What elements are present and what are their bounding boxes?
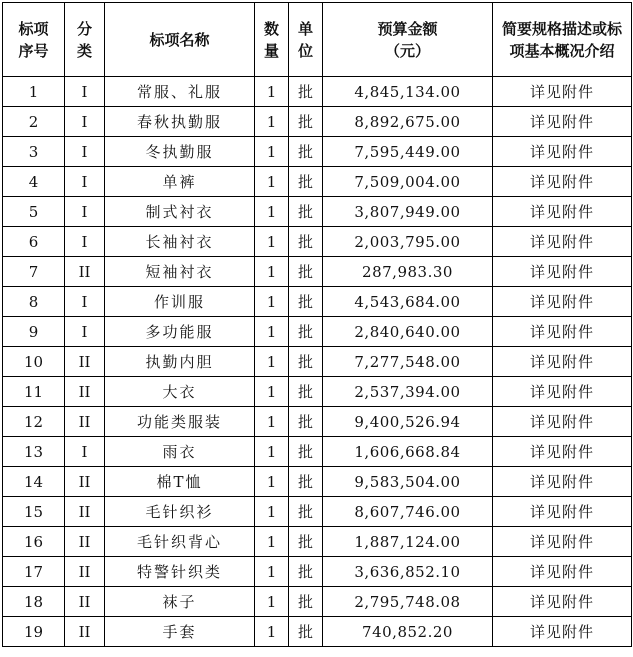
cell-description: 详见附件 xyxy=(493,227,632,257)
cell-seq: 3 xyxy=(3,137,65,167)
cell-unit: 批 xyxy=(289,137,323,167)
table-row xyxy=(3,257,632,287)
cell-budget: 1,887,124.00 xyxy=(323,527,493,557)
cell-description: 详见附件 xyxy=(493,377,632,407)
table-row xyxy=(3,197,632,227)
cell-budget: 4,845,134.00 xyxy=(323,77,493,107)
cell-seq: 12 xyxy=(3,407,65,437)
cell-item-name: 作训服 xyxy=(105,287,255,317)
cell-item-name: 制式衬衣 xyxy=(105,197,255,227)
cell-seq: 16 xyxy=(3,527,65,557)
cell-item-name: 手套 xyxy=(105,617,255,647)
cell-quantity: 1 xyxy=(255,347,289,377)
cell-quantity: 1 xyxy=(255,257,289,287)
table-row xyxy=(3,497,632,527)
cell-quantity: 1 xyxy=(255,137,289,167)
cell-unit: 批 xyxy=(289,287,323,317)
cell-class: II xyxy=(65,527,105,557)
cell-budget: 2,795,748.08 xyxy=(323,587,493,617)
cell-item-name: 大衣 xyxy=(105,377,255,407)
cell-budget: 287,983.30 xyxy=(323,257,493,287)
cell-quantity: 1 xyxy=(255,527,289,557)
cell-budget: 7,277,548.00 xyxy=(323,347,493,377)
cell-item-name: 毛针织背心 xyxy=(105,527,255,557)
cell-budget: 8,892,675.00 xyxy=(323,107,493,137)
cell-seq: 13 xyxy=(3,437,65,467)
cell-description: 详见附件 xyxy=(493,197,632,227)
cell-seq: 7 xyxy=(3,257,65,287)
cell-quantity: 1 xyxy=(255,557,289,587)
cell-description: 详见附件 xyxy=(493,467,632,497)
cell-quantity: 1 xyxy=(255,197,289,227)
cell-seq: 8 xyxy=(3,287,65,317)
cell-seq: 15 xyxy=(3,497,65,527)
table-row xyxy=(3,437,632,467)
cell-item-name: 短袖衬衣 xyxy=(105,257,255,287)
cell-quantity: 1 xyxy=(255,287,289,317)
bid-items-table xyxy=(2,2,632,647)
table-row xyxy=(3,557,632,587)
table-row xyxy=(3,587,632,617)
cell-unit: 批 xyxy=(289,227,323,257)
cell-class: II xyxy=(65,347,105,377)
cell-class: I xyxy=(65,227,105,257)
cell-unit: 批 xyxy=(289,257,323,287)
cell-budget: 740,852.20 xyxy=(323,617,493,647)
cell-unit: 批 xyxy=(289,167,323,197)
header-quantity: 数量 xyxy=(255,3,289,77)
cell-unit: 批 xyxy=(289,197,323,227)
table-row xyxy=(3,167,632,197)
cell-seq: 10 xyxy=(3,347,65,377)
cell-class: I xyxy=(65,107,105,137)
cell-quantity: 1 xyxy=(255,467,289,497)
cell-seq: 17 xyxy=(3,557,65,587)
cell-item-name: 单裤 xyxy=(105,167,255,197)
cell-quantity: 1 xyxy=(255,497,289,527)
cell-seq: 2 xyxy=(3,107,65,137)
cell-item-name: 袜子 xyxy=(105,587,255,617)
table-row xyxy=(3,347,632,377)
cell-class: II xyxy=(65,587,105,617)
header-class: 分类 xyxy=(65,3,105,77)
cell-unit: 批 xyxy=(289,77,323,107)
cell-unit: 批 xyxy=(289,617,323,647)
cell-class: I xyxy=(65,317,105,347)
cell-quantity: 1 xyxy=(255,167,289,197)
cell-quantity: 1 xyxy=(255,317,289,347)
cell-description: 详见附件 xyxy=(493,557,632,587)
table-row xyxy=(3,287,632,317)
cell-unit: 批 xyxy=(289,437,323,467)
cell-item-name: 棉T恤 xyxy=(105,467,255,497)
cell-item-name: 功能类服装 xyxy=(105,407,255,437)
cell-unit: 批 xyxy=(289,107,323,137)
cell-budget: 9,400,526.94 xyxy=(323,407,493,437)
cell-description: 详见附件 xyxy=(493,167,632,197)
cell-quantity: 1 xyxy=(255,407,289,437)
cell-item-name: 春秋执勤服 xyxy=(105,107,255,137)
cell-unit: 批 xyxy=(289,347,323,377)
cell-budget: 1,606,668.84 xyxy=(323,437,493,467)
cell-description: 详见附件 xyxy=(493,497,632,527)
cell-class: II xyxy=(65,497,105,527)
cell-quantity: 1 xyxy=(255,107,289,137)
table-row xyxy=(3,467,632,497)
header-name: 标项名称 xyxy=(105,3,255,77)
cell-seq: 5 xyxy=(3,197,65,227)
cell-quantity: 1 xyxy=(255,227,289,257)
table-row xyxy=(3,617,632,647)
cell-budget: 7,595,449.00 xyxy=(323,137,493,167)
table-row xyxy=(3,317,632,347)
cell-class: I xyxy=(65,437,105,467)
table-header-row xyxy=(3,3,632,77)
cell-item-name: 特警针织类 xyxy=(105,557,255,587)
cell-class: II xyxy=(65,557,105,587)
cell-description: 详见附件 xyxy=(493,107,632,137)
cell-class: II xyxy=(65,467,105,497)
cell-item-name: 毛针织衫 xyxy=(105,497,255,527)
cell-class: II xyxy=(65,617,105,647)
cell-budget: 4,543,684.00 xyxy=(323,287,493,317)
cell-class: II xyxy=(65,407,105,437)
cell-quantity: 1 xyxy=(255,377,289,407)
table-row xyxy=(3,77,632,107)
cell-budget: 7,509,004.00 xyxy=(323,167,493,197)
cell-description: 详见附件 xyxy=(493,587,632,617)
cell-unit: 批 xyxy=(289,527,323,557)
cell-quantity: 1 xyxy=(255,587,289,617)
cell-seq: 19 xyxy=(3,617,65,647)
cell-seq: 14 xyxy=(3,467,65,497)
header-budget: 预算金额（元） xyxy=(323,3,493,77)
cell-seq: 6 xyxy=(3,227,65,257)
cell-class: I xyxy=(65,77,105,107)
cell-budget: 3,636,852.10 xyxy=(323,557,493,587)
cell-description: 详见附件 xyxy=(493,317,632,347)
cell-quantity: 1 xyxy=(255,77,289,107)
cell-budget: 3,807,949.00 xyxy=(323,197,493,227)
cell-budget: 2,537,394.00 xyxy=(323,377,493,407)
cell-seq: 4 xyxy=(3,167,65,197)
cell-budget: 8,607,746.00 xyxy=(323,497,493,527)
cell-item-name: 常服、礼服 xyxy=(105,77,255,107)
cell-seq: 11 xyxy=(3,377,65,407)
header-unit: 单位 xyxy=(289,3,323,77)
table-body xyxy=(3,77,632,647)
table-row xyxy=(3,137,632,167)
cell-quantity: 1 xyxy=(255,437,289,467)
cell-class: I xyxy=(65,197,105,227)
cell-description: 详见附件 xyxy=(493,437,632,467)
cell-description: 详见附件 xyxy=(493,527,632,557)
table-row xyxy=(3,377,632,407)
cell-seq: 18 xyxy=(3,587,65,617)
cell-description: 详见附件 xyxy=(493,617,632,647)
header-description: 简要规格描述或标项基本概况介绍 xyxy=(493,3,632,77)
cell-class: II xyxy=(65,257,105,287)
cell-description: 详见附件 xyxy=(493,347,632,377)
cell-item-name: 长袖衬衣 xyxy=(105,227,255,257)
table-row xyxy=(3,107,632,137)
cell-unit: 批 xyxy=(289,557,323,587)
table-row xyxy=(3,227,632,257)
cell-class: II xyxy=(65,377,105,407)
cell-unit: 批 xyxy=(289,587,323,617)
cell-description: 详见附件 xyxy=(493,77,632,107)
cell-description: 详见附件 xyxy=(493,257,632,287)
cell-quantity: 1 xyxy=(255,617,289,647)
cell-class: I xyxy=(65,137,105,167)
cell-description: 详见附件 xyxy=(493,137,632,167)
header-seq: 标项序号 xyxy=(3,3,65,77)
cell-unit: 批 xyxy=(289,497,323,527)
cell-seq: 1 xyxy=(3,77,65,107)
cell-unit: 批 xyxy=(289,407,323,437)
cell-item-name: 雨衣 xyxy=(105,437,255,467)
cell-unit: 批 xyxy=(289,467,323,497)
cell-item-name: 执勤内胆 xyxy=(105,347,255,377)
cell-class: I xyxy=(65,287,105,317)
cell-unit: 批 xyxy=(289,377,323,407)
cell-budget: 9,583,504.00 xyxy=(323,467,493,497)
cell-description: 详见附件 xyxy=(493,407,632,437)
cell-description: 详见附件 xyxy=(493,287,632,317)
cell-seq: 9 xyxy=(3,317,65,347)
cell-item-name: 冬执勤服 xyxy=(105,137,255,167)
cell-budget: 2,003,795.00 xyxy=(323,227,493,257)
table-row xyxy=(3,527,632,557)
cell-item-name: 多功能服 xyxy=(105,317,255,347)
cell-budget: 2,840,640.00 xyxy=(323,317,493,347)
cell-unit: 批 xyxy=(289,317,323,347)
table-row xyxy=(3,407,632,437)
cell-class: I xyxy=(65,167,105,197)
